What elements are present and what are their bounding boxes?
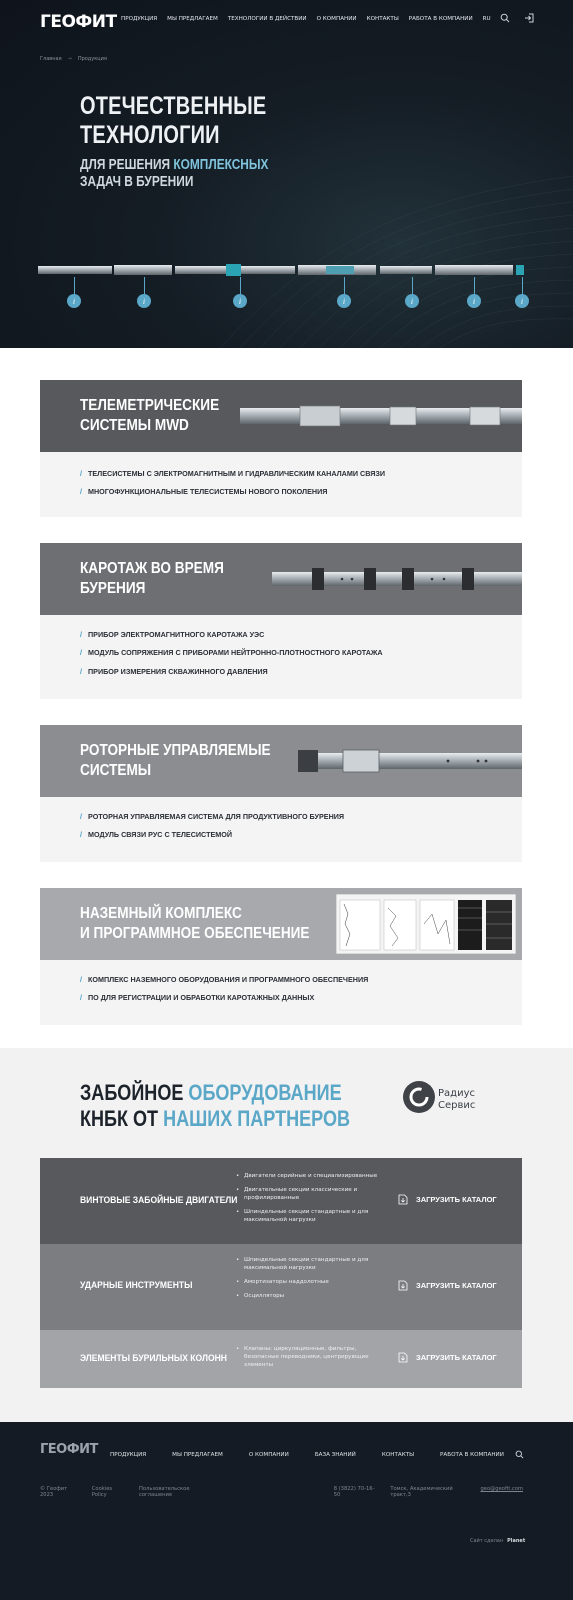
partner-row-list [236,1256,386,1306]
footer [0,1422,573,1600]
partner-row-list [236,1345,386,1375]
email-link[interactable]: geo@geofit.com [480,1486,523,1492]
pin-stem [240,277,241,295]
nav-item-about[interactable]: О КОМПАНИИ [316,16,357,22]
list-item: • Осцилляторы [236,1292,386,1300]
category-card-rss[interactable] [40,725,522,862]
download-icon [398,1280,408,1291]
search-icon[interactable] [500,13,510,23]
card-header [40,725,522,797]
list-item[interactable]: / ТЕЛЕСИСТЕМЫ С ЭЛЕКТРОМАГНИТНЫМ И ГИДРАВЛИЧЕСКИМ КАНАЛАМИ СВЯЗИ [80,468,386,478]
breadcrumb-home[interactable]: Главная [40,56,62,62]
breadcrumb-current: Продукция [77,56,107,62]
card-header [40,380,522,452]
download-icon [398,1352,408,1363]
developer-credit [470,1538,525,1544]
drill-string-illustration [38,263,524,277]
pin-stem [344,277,345,295]
list-item[interactable]: / ПО ДЛЯ РЕГИСТРАЦИИ И ОБРАБОТКИ КАРОТАЖНЫХ ДАННЫХ [80,993,315,1003]
breadcrumb-separator: → [67,56,72,62]
list-item[interactable]: / МОДУЛЬ СВЯЗИ РУС С ТЕЛЕСИСТЕМОЙ [80,830,232,840]
phone[interactable]: 8 (3822) 70-16-50 [333,1486,375,1498]
info-pin-2[interactable]: i [137,294,151,308]
pin-stem [412,277,413,295]
main-menu [121,16,501,22]
list-item: • Двигатели серийные и специализированные [236,1172,386,1180]
footer-nav-about[interactable]: О КОМПАНИИ [248,1452,289,1458]
hero-subtitle-part1: ДЛЯ РЕШЕНИЯ [80,157,174,173]
hero-title-line2: ТЕХНОЛОГИИ [80,121,220,149]
info-pin-3[interactable]: i [233,294,247,308]
download-catalog-button[interactable]: ЗАГРУЗИТЬ КАТАЛОГ [398,1280,497,1291]
card-list [80,970,368,1007]
download-catalog-button[interactable]: ЗАГРУЗИТЬ КАТАЛОГ [398,1352,497,1363]
list-item[interactable]: / ПРИБОР ИЗМЕРЕНИЯ СКВАЖИННОГО ДАВЛЕНИЯ [80,666,268,676]
pin-stem [144,277,145,295]
footer-bottom-bar [40,1486,523,1498]
list-item: • Шпиндельные секции стандартные и для максимальной нагрузки [236,1256,386,1272]
nav-item-technologies[interactable]: ТЕХНОЛОГИИ В ДЕЙСТВИИ [227,16,307,22]
list-item: • Двигательные секции классические и профилированные [236,1186,386,1202]
footer-nav-careers[interactable]: РАБОТА В КОМПАНИИ [440,1452,504,1458]
category-card-mwd[interactable] [40,380,522,517]
hero-subtitle-accent: КОМПЛЕКСНЫХ [173,157,269,173]
partner-row-title: ВИНТОВЫЕ ЗАБОЙНЫЕ ДВИГАТЕЛИ [80,1195,238,1206]
partners-title: ЗАБОЙНОЕ ОБОРУДОВАНИЕ КНБК ОТ НАШИХ ПАРТНЕРОВ [80,1080,351,1131]
card-list [80,625,383,681]
partner-row-elements [40,1330,522,1388]
nav-item-products[interactable]: ПРОДУКЦИЯ [121,16,158,22]
footer-nav-contacts[interactable]: КОНТАКТЫ [381,1452,415,1458]
search-icon[interactable] [515,1450,524,1459]
user-agreement-link[interactable]: Пользовательское соглашение [138,1486,190,1498]
card-title: НАЗЕМНЫЙ КОМПЛЕКС И ПРОГРАММНОЕ ОБЕСПЕЧЕНИЕ [80,905,310,942]
category-card-software[interactable] [40,888,522,1025]
pin-stem [474,277,475,295]
partners-section [0,1048,573,1422]
developer-link[interactable]: Planet [507,1538,526,1544]
partner-row-title: ЭЛЕМЕНТЫ БУРИЛЬНЫХ КОЛОНН [80,1353,227,1364]
card-header [40,888,522,960]
info-pin-5[interactable]: i [405,294,419,308]
address: Томск, Академический тракт,3 [390,1486,453,1498]
login-icon[interactable] [524,13,534,23]
card-list [80,807,344,844]
rss-tool-image [298,745,522,777]
footer-nav-knowledge[interactable]: БАЗА ЗНАНИЙ [314,1452,356,1458]
hero-section [0,0,573,348]
card-header [40,543,522,615]
hero-title-line1: ОТЕЧЕСТВЕННЫЕ [80,92,267,120]
footer-logo[interactable]: ГЕОФИТ [40,1442,98,1457]
download-icon [398,1194,408,1205]
pin-stem [74,277,75,295]
partner-row-title: УДАРНЫЕ ИНСТРУМЕНТЫ [80,1280,193,1291]
list-item: • Амортизаторы наддолотные [236,1278,386,1286]
list-item[interactable]: / ПРИБОР ЭЛЕКТРОМАГНИТНОГО КАРОТАЖА УЭС [80,629,265,639]
breadcrumb [40,56,107,62]
mwd-tool-image [240,402,522,430]
card-list [80,464,385,501]
partner-row-motors [40,1158,522,1244]
hero-title [80,92,266,150]
list-item: • Шпиндельные секции стандартные и для максимальной нагрузки [236,1208,386,1224]
footer-nav-products[interactable]: ПРОДУКЦИЯ [110,1452,147,1458]
hero-subtitle-line2: ЗАДАЧ В БУРЕНИИ [80,174,194,190]
footer-nav-offers[interactable]: МЫ ПРЕДЛАГАЕМ [172,1452,223,1458]
copyright: © Геофит 2023 [40,1486,68,1498]
radius-service-logo-icon[interactable] [402,1080,436,1114]
pin-stem [522,277,523,295]
info-pin-4[interactable]: i [337,294,351,308]
nav-item-contacts[interactable]: КОНТАКТЫ [366,16,399,22]
language-switcher[interactable]: RU [482,16,491,22]
nav-item-careers[interactable]: РАБОТА В КОМПАНИИ [408,16,473,22]
download-catalog-button[interactable]: ЗАГРУЗИТЬ КАТАЛОГ [398,1194,497,1205]
info-pin-7[interactable]: i [515,294,529,308]
software-screenshot-image [336,894,516,954]
hero-subtitle [80,157,268,191]
category-card-lwd[interactable] [40,543,522,699]
lwd-tool-image [272,565,522,593]
partner-name: Радиус Сервис [438,1088,476,1111]
list-item[interactable]: / КОМПЛЕКС НАЗЕМНОГО ОБОРУДОВАНИЯ И ПРОГРАММНОГО ОБЕСПЕЧЕНИЯ [80,974,369,984]
info-pin-6[interactable]: i [467,294,481,308]
cookie-policy-link[interactable]: Cookies Policy [91,1486,113,1498]
footer-menu [110,1452,504,1458]
nav-item-offers[interactable]: МЫ ПРЕДЛАГАЕМ [167,16,218,22]
card-title: КАРОТАЖ ВО ВРЕМЯ БУРЕНИЯ [80,560,224,597]
partner-row-impact [40,1244,522,1330]
list-item[interactable]: / РОТОРНАЯ УПРАВЛЯЕМАЯ СИСТЕМА ДЛЯ ПРОДУКТИВНОГО БУРЕНИЯ [80,811,345,821]
card-title: РОТОРНЫЕ УПРАВЛЯЕМЫЕ СИСТЕМЫ [80,742,271,779]
card-title: ТЕЛЕМЕТРИЧЕСКИЕ СИСТЕМЫ MWD [80,397,220,434]
header-icons [500,13,534,23]
top-navigation [0,0,573,40]
logo[interactable]: ГЕОФИТ [40,12,117,32]
developer-label: Сайт сделан [470,1538,504,1544]
list-item[interactable]: / МНОГОФУНКЦИОНАЛЬНЫЕ ТЕЛЕСИСТЕМЫ НОВОГО ПОКОЛЕНИЯ [80,487,328,497]
list-item: • Клапаны: циркуляционные, фильтры, безопасные переводники, центрирующие элементы [236,1345,386,1369]
partner-row-list [236,1172,386,1230]
list-item[interactable]: / МОДУЛЬ СОПРЯЖЕНИЯ С ПРИБОРАМИ НЕЙТРОННО-ПЛОТНОСТНОГО КАРОТАЖА [80,648,383,658]
info-pin-1[interactable]: i [67,294,81,308]
